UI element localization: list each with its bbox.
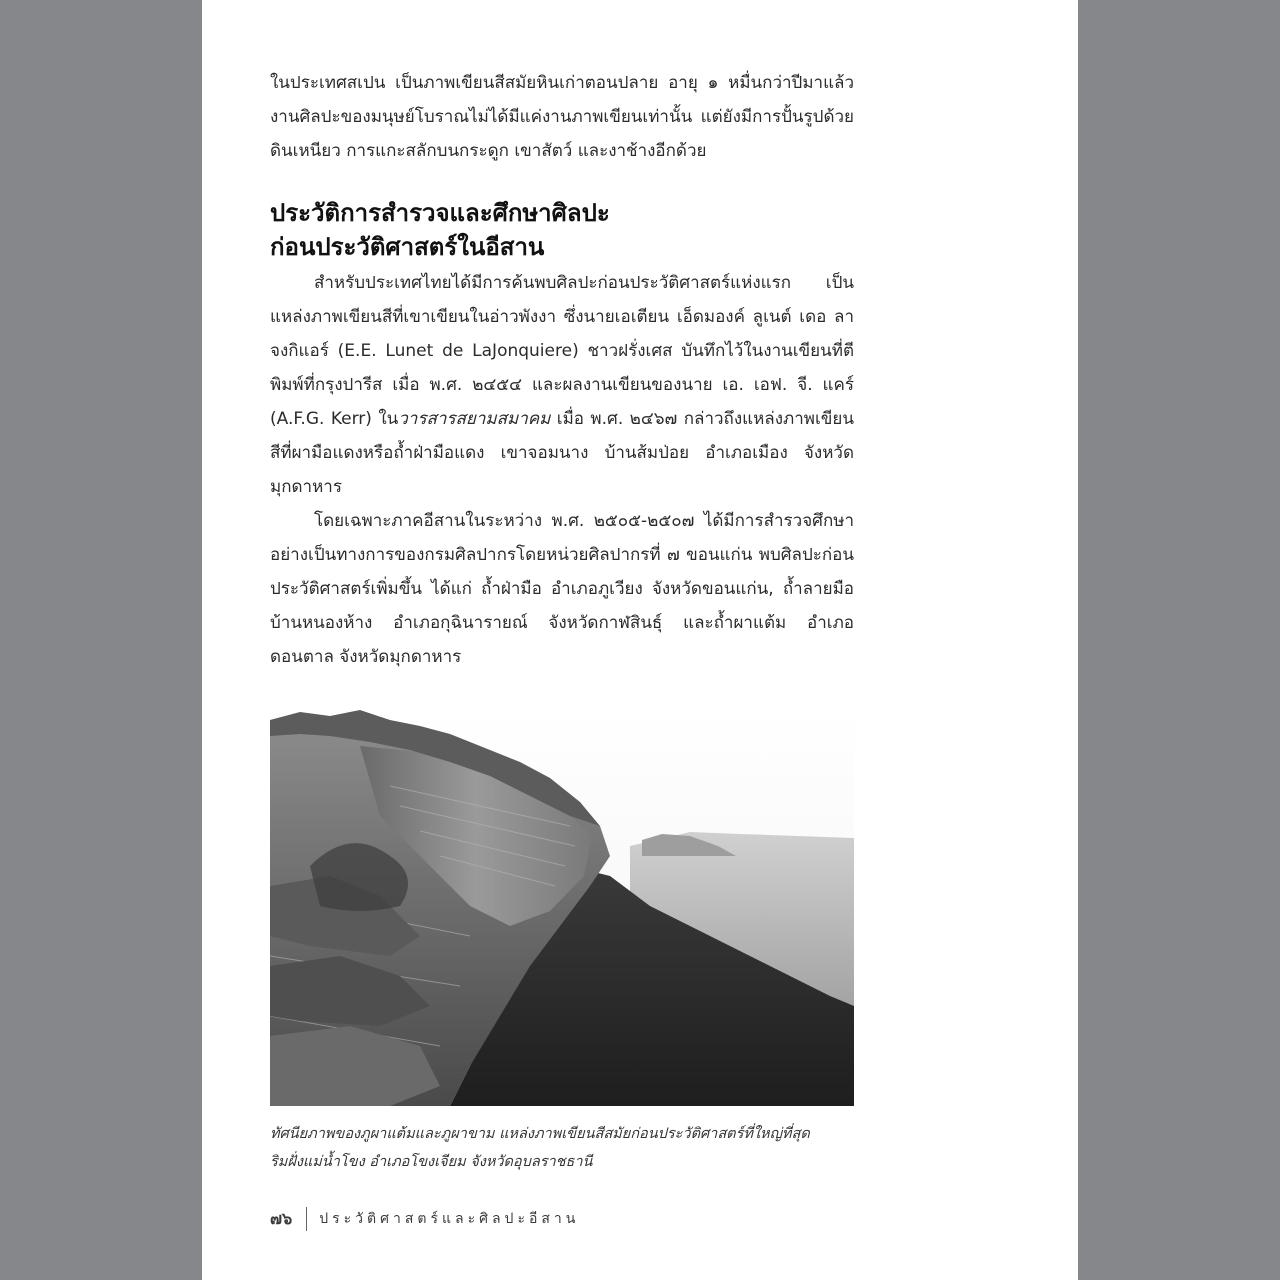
book-title: ประวัติศาสตร์และศิลปะอีสาน — [319, 1211, 580, 1227]
paragraph-1-text-start: สำหรับประเทศไทยได้มีการค้นพบศิลปะก่อนประวัติศาสตร์แห่งแรก เป็นแหล่งภาพเขียนสีที่เขาเขียนในอ่าวพังงา ซึ่งนายเอเตียน เอ็ดมองค์ ลูเนต์ เดอ ลาจงกิแอร์ (E.E. Lunet de LaJonquiere) ชาวฝรั่งเศส บันทึกไว้ในงานเขียนที่ตีพิมพ์ที่กรุงปารีส เมื่อ พ.ศ. ๒๔๕๔ และผลงานเขียนของนาย เอ. เอฟ. จี. แคร์ (A.F.G. Kerr) ใน — [270, 273, 854, 429]
page-footer — [270, 1204, 579, 1234]
section-heading-line-1: ประวัติการสำรวจและศึกษาศิลปะ — [270, 199, 610, 227]
section-heading-line-2: ก่อนประวัติศาสตร์ในอีสาน — [270, 233, 545, 261]
paragraph-1-text-end: เมื่อ พ.ศ. ๒๔๖๗ กล่าวถึงแหล่งภาพเขียนสีที่ผามือแดงหรือถ้ำฝ่ามือแดง เขาจอมนาง บ้านส้มป่อย อำเภอเมือง จังหวัดมุกดาหาร — [270, 409, 855, 497]
caption-line-1: ทัศนียภาพของภูผาแต้มและภูผาขาม แหล่งภาพเขียนสีสมัยก่อนประวัติศาสตร์ที่ใหญ่ที่สุด — [270, 1126, 810, 1142]
photo-caption — [270, 1120, 870, 1176]
journal-title: วารสารสยามสมาคม — [398, 409, 551, 429]
caption-line-2: ริมฝั่งแม่น้ำโขง อำเภอโขงเจียม จังหวัดอุบลราชธานี — [270, 1154, 593, 1170]
book-page — [202, 0, 1078, 1280]
footer-divider — [306, 1207, 307, 1231]
cliff-landscape-photo — [270, 706, 854, 1106]
body-paragraphs — [270, 266, 854, 674]
page-number: ๗๖ — [270, 1208, 293, 1228]
intro-paragraph — [270, 66, 854, 168]
section-heading — [270, 196, 870, 264]
intro-paragraph-text: ในประเทศสเปน เป็นภาพเขียนสีสมัยหินเก่าตอนปลาย อายุ ๑ หมื่นกว่าปีมาแล้ว งานศิลปะของมนุษย์โบราณไม่ได้มีแค่งานภาพเขียนเท่านั้น แต่ยังมีการปั้นรูปด้วยดินเหนียว การแกะสลักบนกระดูก เขาสัตว์ และงาช้างอีกด้วย — [270, 73, 854, 161]
paragraph-1 — [270, 266, 854, 504]
paragraph-2: โดยเฉพาะภาคอีสานในระหว่าง พ.ศ. ๒๕๐๕-๒๕๐๗ ได้มีการสำรวจศึกษาอย่างเป็นทางการของกรมศิลปากรโดยหน่วยศิลปากรที่ ๗ ขอนแก่น พบศิลปะก่อนประวัติศาสตร์เพิ่มขึ้น ได้แก่ ถ้ำฝ่ามือ อำเภอภูเวียง จังหวัดขอนแก่น, ถ้ำลายมือ บ้านหนองห้าง อำเภอกุฉินารายณ์ จังหวัดกาฬสินธุ์ และถ้ำผาแต้ม อำเภอดอนตาล จังหวัดมุกดาหาร — [270, 511, 854, 667]
